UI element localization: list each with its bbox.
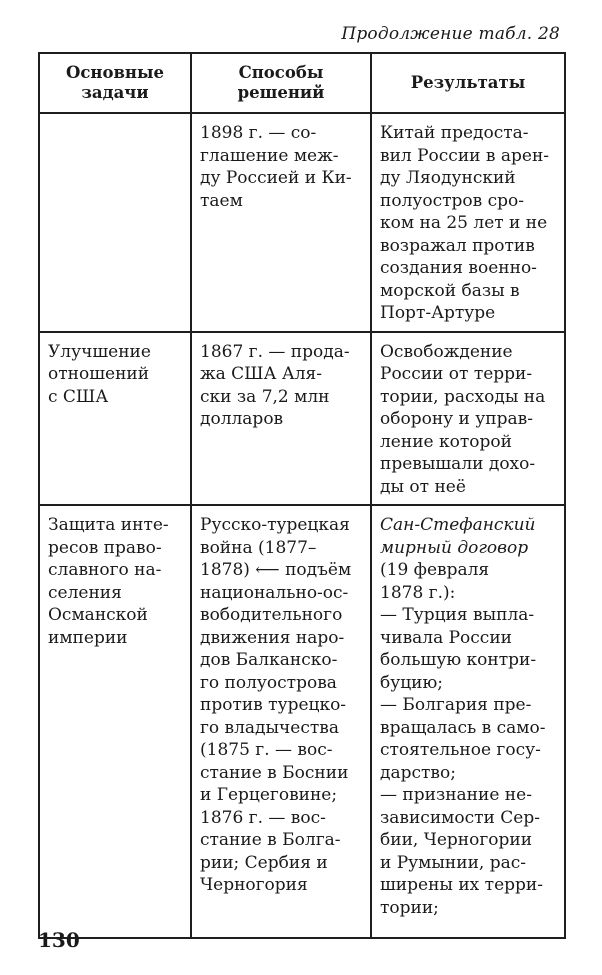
result-cell	[371, 332, 565, 506]
task-cell-line: с США	[48, 386, 109, 407]
table-header-row	[39, 53, 565, 113]
result-cell-line: создания военно-	[380, 258, 537, 278]
method-cell-line: жа США Аля-	[200, 364, 323, 384]
header-results-line: Результаты	[410, 73, 526, 92]
method-cell-line: движения наро-	[200, 627, 345, 648]
method-cell-line: стание в Боснии	[200, 762, 349, 783]
task-cell-line: селения	[48, 582, 122, 603]
result-cell-line: Освобождение	[380, 341, 513, 362]
table-row	[39, 505, 565, 938]
task-cell-line: Защита инте-	[48, 515, 169, 535]
header-tasks-line: задачи	[81, 83, 149, 102]
method-cell-line: против турецко-	[200, 695, 347, 715]
result-cell-line: тории;	[380, 897, 439, 918]
result-cell-line: ление которой	[380, 431, 512, 452]
result-cell-line: ком на 25 лет и не	[380, 213, 548, 233]
result-cell-line: — Болгария пре-	[380, 695, 532, 715]
method-cell-line: (1875 г. — вос-	[200, 740, 333, 760]
result-cell-line: возражал против	[380, 235, 535, 256]
result-cell-line: Порт-Артуре	[380, 303, 496, 323]
header-methods-line: решений	[237, 83, 325, 102]
task-cell-line: отношений	[48, 364, 150, 384]
method-cell-line: война (1877–	[200, 537, 317, 558]
method-cell-line: вободительного	[200, 605, 343, 625]
table-row	[39, 332, 565, 506]
result-cell-line: полуостров сро-	[380, 190, 525, 211]
task-cell-line: Османской	[48, 605, 148, 625]
result-cell-line: Китай предоста-	[380, 123, 529, 143]
result-cell-line: вращалась в само-	[380, 717, 546, 738]
method-cell-line: национально-ос-	[200, 582, 349, 603]
result-cell-line: бии, Черногории	[380, 830, 533, 850]
task-cell-line: империи	[48, 627, 128, 648]
result-cell	[371, 505, 565, 938]
result-cell-line: стоятельное госу-	[380, 740, 541, 760]
result-cell-line: морской базы в	[380, 280, 520, 301]
result-cell-line: дарство;	[380, 762, 456, 783]
header-methods	[191, 53, 371, 113]
header-tasks-line: Основные	[65, 63, 165, 82]
result-cell-line: вил России в арен-	[380, 145, 550, 166]
header-methods-line: Способы	[238, 63, 324, 82]
method-cell-line: глашение меж-	[200, 145, 339, 166]
method-cell-line: Русско-турецкая	[200, 515, 350, 535]
result-cell-line: и Румынии, рас-	[380, 852, 527, 873]
task-cell-line: ресов право-	[48, 537, 162, 558]
method-cell-line: стание в Болга-	[200, 830, 341, 850]
result-cell-line: мирный договор	[380, 537, 529, 558]
result-cell-line: ды от неё	[380, 476, 466, 497]
method-cell-line: таем	[200, 190, 243, 211]
table-row	[39, 113, 565, 332]
task-cell	[39, 505, 191, 938]
result-cell-line: — признание не-	[380, 785, 532, 805]
result-cell-line: ширены их терри-	[380, 875, 543, 895]
result-cell-line: Сан-Стефанский	[380, 515, 536, 535]
result-cell-line: оборону и управ-	[380, 409, 533, 429]
task-cell	[39, 113, 191, 332]
table-continuation-label: Продолжение табл. 28	[341, 24, 560, 44]
result-cell-line: ду Ляодунский	[380, 168, 516, 188]
result-cell-line: тории, расходы на	[380, 386, 546, 407]
result-cell-line: большую контри-	[380, 650, 537, 670]
task-cell-line: славного на-	[48, 560, 162, 580]
result-cell-line: превышали дохо-	[380, 454, 536, 474]
method-cell-line: ски за 7,2 млн	[200, 386, 330, 407]
result-cell-line: 1878 г.):	[380, 582, 456, 603]
header-results	[371, 53, 565, 113]
result-cell-line: зависимости Сер-	[380, 807, 540, 828]
result-cell	[371, 113, 565, 332]
task-cell	[39, 332, 191, 506]
method-cell	[191, 332, 371, 506]
result-cell-line: — Турция выпла-	[380, 605, 535, 625]
result-cell-line: чивала России	[380, 627, 512, 648]
method-cell-line: долларов	[200, 409, 284, 429]
history-table	[38, 52, 566, 939]
method-cell-line: ду Россией и Ки-	[200, 168, 352, 188]
method-cell-line: рии; Сербия и	[200, 852, 328, 873]
method-cell-line: го владычества	[200, 717, 339, 738]
method-cell-line: 1867 г. — прода-	[200, 341, 350, 362]
method-cell-line: 1898 г. — со-	[200, 123, 317, 143]
task-cell-line: Улучшение	[48, 341, 151, 362]
result-cell-line: России от терри-	[380, 364, 533, 384]
result-cell-line: буцию;	[380, 672, 444, 693]
method-cell-line: 1878) ⟵ подъём	[200, 560, 352, 580]
method-cell-line: 1876 г. — вос-	[200, 807, 326, 828]
header-tasks	[39, 53, 191, 113]
method-cell-line: дов Балканско-	[200, 650, 338, 670]
method-cell-line: и Герцеговине;	[200, 785, 338, 805]
method-cell-line: Черногория	[200, 875, 308, 895]
page-number: 130	[38, 928, 80, 952]
method-cell	[191, 505, 371, 938]
result-cell-line: (19 февраля	[380, 560, 490, 580]
method-cell-line: го полуострова	[200, 672, 337, 693]
method-cell	[191, 113, 371, 332]
